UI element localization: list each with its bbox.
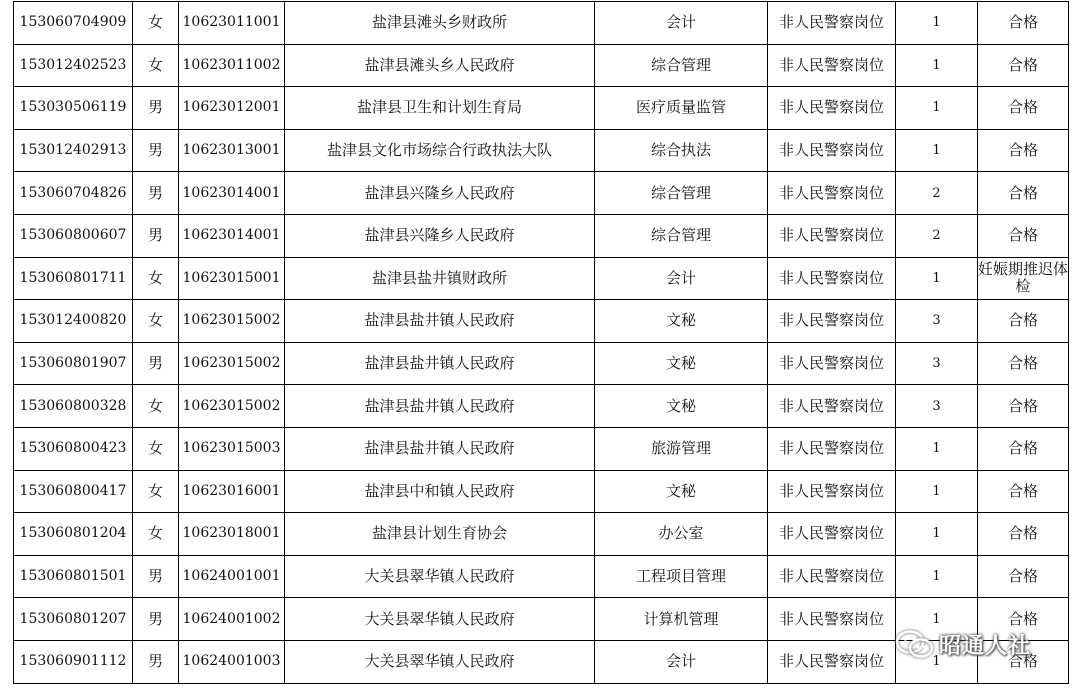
table-row — [14, 427, 1069, 470]
cell-result: 合格 — [978, 555, 1069, 598]
cell-rank: 1 — [896, 640, 978, 683]
watermark — [893, 628, 1031, 660]
cell-position: 会计 — [595, 640, 768, 683]
cell-position: 综合管理 — [595, 214, 768, 257]
cell-unit: 盐津县盐井镇财政所 — [285, 257, 595, 300]
results-table — [13, 1, 1069, 684]
cell-position: 会计 — [595, 2, 768, 45]
cell-result: 合格 — [978, 385, 1069, 428]
table-row — [14, 2, 1069, 45]
cell-result: 妊娠期推迟体检 — [978, 257, 1069, 300]
table-row — [14, 385, 1069, 428]
cell-gender: 女 — [133, 513, 179, 556]
cell-post-code: 10623011001 — [179, 2, 285, 45]
table-row — [14, 300, 1069, 343]
cell-post-code: 10624001001 — [179, 555, 285, 598]
cell-result: 合格 — [978, 214, 1069, 257]
cell-unit: 大关县翠华镇人民政府 — [285, 640, 595, 683]
cell-gender: 男 — [133, 129, 179, 172]
cell-position: 文秘 — [595, 342, 768, 385]
cell-post-code: 10624001002 — [179, 598, 285, 641]
cell-rank: 1 — [896, 257, 978, 300]
table-row — [14, 470, 1069, 513]
cell-rank: 1 — [896, 44, 978, 87]
cell-id: 153060801204 — [14, 513, 133, 556]
cell-post-type: 非人民警察岗位 — [768, 470, 896, 513]
cell-result: 合格 — [978, 129, 1069, 172]
cell-gender: 男 — [133, 555, 179, 598]
cell-rank: 2 — [896, 172, 978, 215]
cell-post-code: 10623011002 — [179, 44, 285, 87]
results-sheet — [13, 1, 1069, 684]
cell-post-type: 非人民警察岗位 — [768, 598, 896, 641]
cell-position: 文秘 — [595, 470, 768, 513]
results-table-body — [14, 2, 1069, 684]
cell-position: 综合执法 — [595, 129, 768, 172]
cell-id: 153060801501 — [14, 555, 133, 598]
cell-position: 文秘 — [595, 300, 768, 343]
cell-post-code: 10623015003 — [179, 427, 285, 470]
cell-gender: 女 — [133, 470, 179, 513]
table-row — [14, 129, 1069, 172]
cell-post-type: 非人民警察岗位 — [768, 555, 896, 598]
cell-id: 153060704826 — [14, 172, 133, 215]
cell-post-type: 非人民警察岗位 — [768, 2, 896, 45]
cell-position: 综合管理 — [595, 44, 768, 87]
table-row — [14, 513, 1069, 556]
table-row — [14, 172, 1069, 215]
cell-gender: 女 — [133, 427, 179, 470]
cell-post-type: 非人民警察岗位 — [768, 342, 896, 385]
cell-id: 153060800607 — [14, 214, 133, 257]
cell-rank: 1 — [896, 87, 978, 130]
cell-post-code: 10623014001 — [179, 214, 285, 257]
cell-gender: 女 — [133, 385, 179, 428]
cell-result: 合格 — [978, 2, 1069, 45]
cell-rank: 1 — [896, 470, 978, 513]
table-row — [14, 214, 1069, 257]
cell-post-code: 10623014001 — [179, 172, 285, 215]
cell-rank: 1 — [896, 129, 978, 172]
cell-unit: 盐津县兴隆乡人民政府 — [285, 172, 595, 215]
cell-post-type: 非人民警察岗位 — [768, 87, 896, 130]
cell-result: 合格 — [978, 470, 1069, 513]
cell-unit: 盐津县盐井镇人民政府 — [285, 427, 595, 470]
wechat-icon — [893, 628, 937, 660]
cell-post-type: 非人民警察岗位 — [768, 257, 896, 300]
cell-post-type: 非人民警察岗位 — [768, 385, 896, 428]
cell-result: 合格 — [978, 172, 1069, 215]
cell-rank: 3 — [896, 385, 978, 428]
cell-id: 153012402523 — [14, 44, 133, 87]
cell-gender: 女 — [133, 44, 179, 87]
cell-unit: 盐津县卫生和计划生育局 — [285, 87, 595, 130]
cell-post-code: 10623015001 — [179, 257, 285, 300]
cell-post-type: 非人民警察岗位 — [768, 513, 896, 556]
cell-result: 合格 — [978, 640, 1069, 683]
cell-result: 合格 — [978, 300, 1069, 343]
cell-rank: 1 — [896, 2, 978, 45]
cell-gender: 女 — [133, 300, 179, 343]
cell-rank: 2 — [896, 214, 978, 257]
cell-position: 综合管理 — [595, 172, 768, 215]
cell-post-type: 非人民警察岗位 — [768, 44, 896, 87]
cell-gender: 男 — [133, 214, 179, 257]
cell-gender: 女 — [133, 2, 179, 45]
cell-post-code: 10624001003 — [179, 640, 285, 683]
cell-position: 办公室 — [595, 513, 768, 556]
cell-post-type: 非人民警察岗位 — [768, 427, 896, 470]
cell-result: 合格 — [978, 427, 1069, 470]
cell-position: 工程项目管理 — [595, 555, 768, 598]
cell-id: 153030506119 — [14, 87, 133, 130]
table-row — [14, 555, 1069, 598]
cell-unit: 盐津县滩头乡财政所 — [285, 2, 595, 45]
cell-id: 153060800328 — [14, 385, 133, 428]
cell-post-code: 10623016001 — [179, 470, 285, 513]
cell-rank: 1 — [896, 427, 978, 470]
cell-result: 合格 — [978, 44, 1069, 87]
cell-id: 153012400820 — [14, 300, 133, 343]
cell-gender: 男 — [133, 598, 179, 641]
cell-rank: 1 — [896, 513, 978, 556]
cell-post-code: 10623012001 — [179, 87, 285, 130]
cell-position: 计算机管理 — [595, 598, 768, 641]
table-row — [14, 44, 1069, 87]
cell-position: 医疗质量监管 — [595, 87, 768, 130]
cell-unit: 盐津县盐井镇人民政府 — [285, 300, 595, 343]
cell-unit: 盐津县中和镇人民政府 — [285, 470, 595, 513]
cell-unit: 盐津县盐井镇人民政府 — [285, 385, 595, 428]
cell-gender: 男 — [133, 342, 179, 385]
cell-post-code: 10623013001 — [179, 129, 285, 172]
cell-id: 153060801711 — [14, 257, 133, 300]
cell-post-type: 非人民警察岗位 — [768, 640, 896, 683]
table-row — [14, 257, 1069, 300]
cell-unit: 盐津县盐井镇人民政府 — [285, 342, 595, 385]
cell-position: 会计 — [595, 257, 768, 300]
cell-unit: 盐津县滩头乡人民政府 — [285, 44, 595, 87]
cell-id: 153060801207 — [14, 598, 133, 641]
cell-gender: 男 — [133, 640, 179, 683]
cell-unit: 盐津县兴隆乡人民政府 — [285, 214, 595, 257]
cell-unit: 大关县翠华镇人民政府 — [285, 555, 595, 598]
watermark-text: 昭通人社 — [939, 633, 1032, 659]
cell-post-code: 10623018001 — [179, 513, 285, 556]
cell-rank: 3 — [896, 342, 978, 385]
cell-id: 153060800417 — [14, 470, 133, 513]
cell-result: 合格 — [978, 342, 1069, 385]
cell-gender: 男 — [133, 87, 179, 130]
cell-rank: 1 — [896, 555, 978, 598]
cell-post-code: 10623015002 — [179, 342, 285, 385]
cell-position: 文秘 — [595, 385, 768, 428]
cell-post-code: 10623015002 — [179, 385, 285, 428]
table-row — [14, 342, 1069, 385]
cell-result: 合格 — [978, 513, 1069, 556]
cell-id: 153060901112 — [14, 640, 133, 683]
cell-post-type: 非人民警察岗位 — [768, 300, 896, 343]
cell-id: 153060801907 — [14, 342, 133, 385]
cell-post-type: 非人民警察岗位 — [768, 214, 896, 257]
cell-rank: 1 — [896, 598, 978, 641]
cell-unit: 大关县翠华镇人民政府 — [285, 598, 595, 641]
cell-id: 153060800423 — [14, 427, 133, 470]
cell-post-code: 10623015002 — [179, 300, 285, 343]
cell-gender: 男 — [133, 172, 179, 215]
cell-post-type: 非人民警察岗位 — [768, 129, 896, 172]
table-row — [14, 87, 1069, 130]
cell-unit: 盐津县文化市场综合行政执法大队 — [285, 129, 595, 172]
cell-result: 合格 — [978, 87, 1069, 130]
cell-rank: 3 — [896, 300, 978, 343]
cell-position: 旅游管理 — [595, 427, 768, 470]
cell-gender: 女 — [133, 257, 179, 300]
cell-unit: 盐津县计划生育协会 — [285, 513, 595, 556]
cell-result: 合格 — [978, 598, 1069, 641]
cell-id: 153060704909 — [14, 2, 133, 45]
cell-post-type: 非人民警察岗位 — [768, 172, 896, 215]
cell-id: 153012402913 — [14, 129, 133, 172]
